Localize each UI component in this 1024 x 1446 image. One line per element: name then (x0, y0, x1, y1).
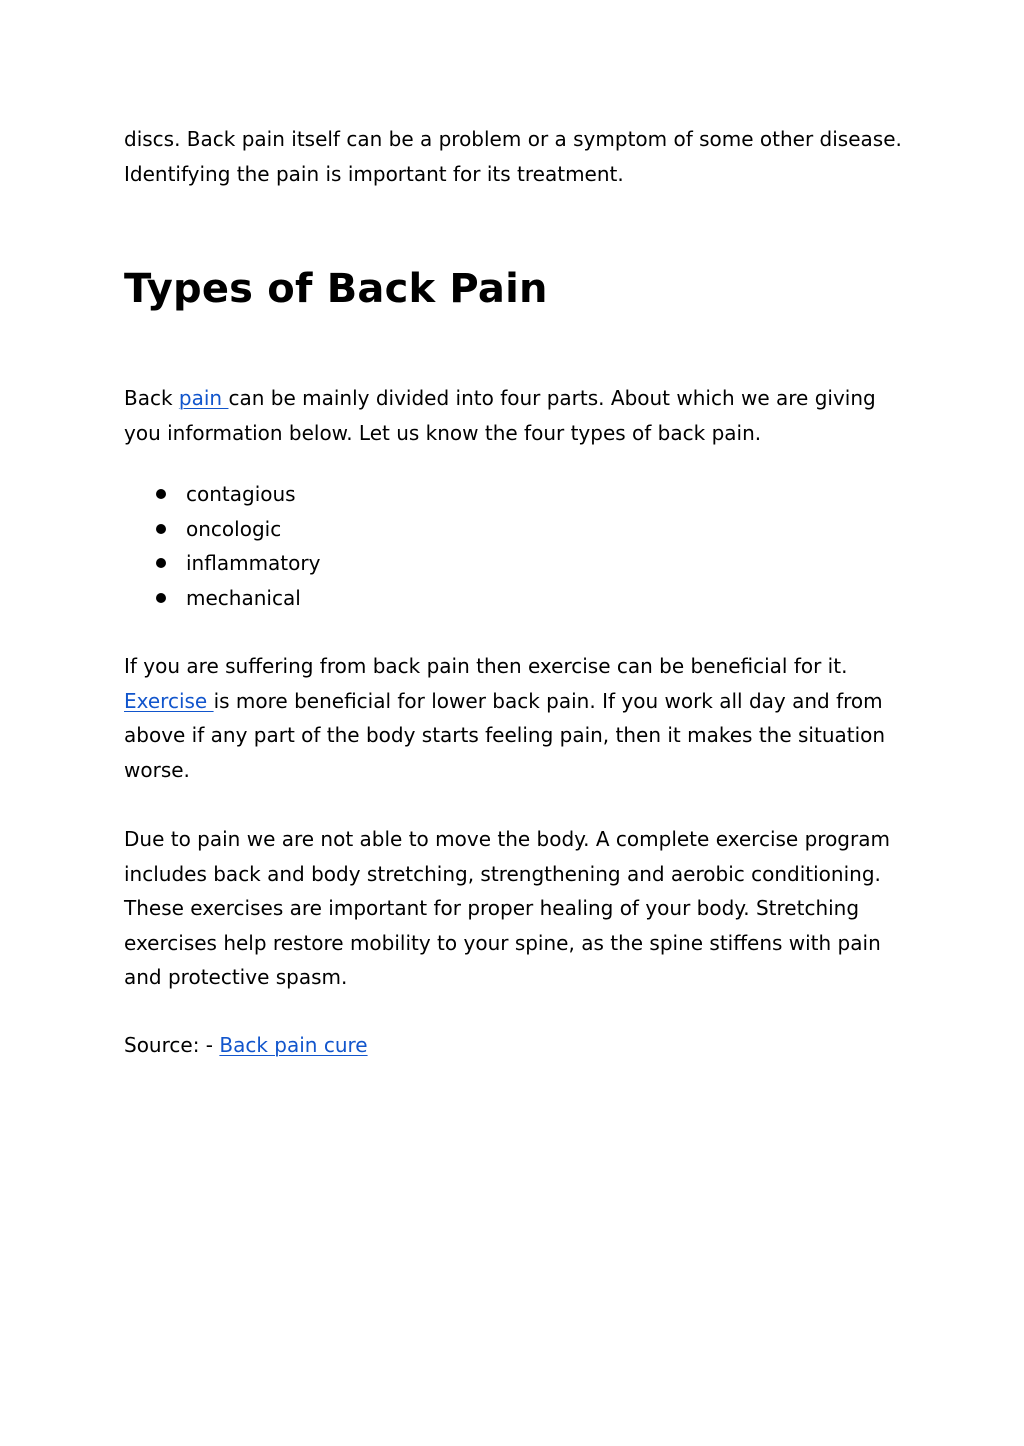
source-prefix: Source: - (124, 1033, 220, 1057)
list-item-label: mechanical (186, 585, 301, 610)
exercise-line-4: worse. (124, 757, 190, 782)
types-paragraph (124, 381, 904, 450)
types-line-1 (124, 381, 904, 416)
back-pain-cure-link[interactable]: Back pain cure (219, 1033, 368, 1057)
list-item (124, 581, 320, 616)
source-paragraph (124, 1028, 904, 1063)
section-heading: Types of Back Pain (124, 266, 548, 312)
exercise-line-1: If you are suffering from back pain then exercise can be beneficial for it. (124, 654, 848, 678)
list-item-label: inflammatory (186, 551, 321, 575)
pain-link[interactable]: pain (178, 386, 229, 410)
exercise-line-2-suffix: is more beneficial for lower back pain. If you work all day and from (213, 688, 883, 713)
back-pain-types-list (124, 477, 320, 615)
exercise-line-2 (124, 684, 904, 719)
types-line-1-prefix: Back (124, 386, 179, 410)
intro-line-1: discs. Back pain itself can be a problem or a symptom of some other disease. (124, 127, 902, 151)
intro-paragraph (124, 122, 904, 191)
source-line (124, 1028, 904, 1063)
list-item (124, 546, 320, 581)
program-paragraph (124, 822, 904, 995)
bullet-icon (156, 558, 166, 568)
program-line-2: includes back and body stretching, strengthening and aerobic conditioning. (124, 861, 881, 886)
program-line-1: Due to pain we are not able to move the body. A complete exercise program (124, 827, 890, 851)
program-line-4: exercises help restore mobility to your spine, as the spine stiffens with pain (124, 930, 881, 955)
types-line-2: you information below. Let us know the four types of back pain. (124, 420, 762, 445)
intro-line-2: Identifying the pain is important for its treatment. (124, 161, 624, 186)
bullet-icon (156, 524, 166, 534)
list-item-label: oncologic (186, 516, 282, 541)
types-line-1-suffix: can be mainly divided into four parts. About which we are giving (228, 386, 876, 410)
program-line-3: These exercises are important for proper healing of your body. Stretching (124, 896, 860, 920)
exercise-paragraph (124, 649, 904, 787)
program-line-5: and protective spasm. (124, 965, 348, 989)
list-item (124, 477, 320, 512)
bullet-icon (156, 593, 166, 603)
list-item-label: contagious (186, 482, 296, 506)
bullet-icon (156, 489, 166, 499)
exercise-line-3: above if any part of the body starts feeling pain, then it makes the situation (124, 723, 886, 747)
exercise-link[interactable]: Exercise (124, 688, 214, 713)
list-item (124, 512, 320, 547)
